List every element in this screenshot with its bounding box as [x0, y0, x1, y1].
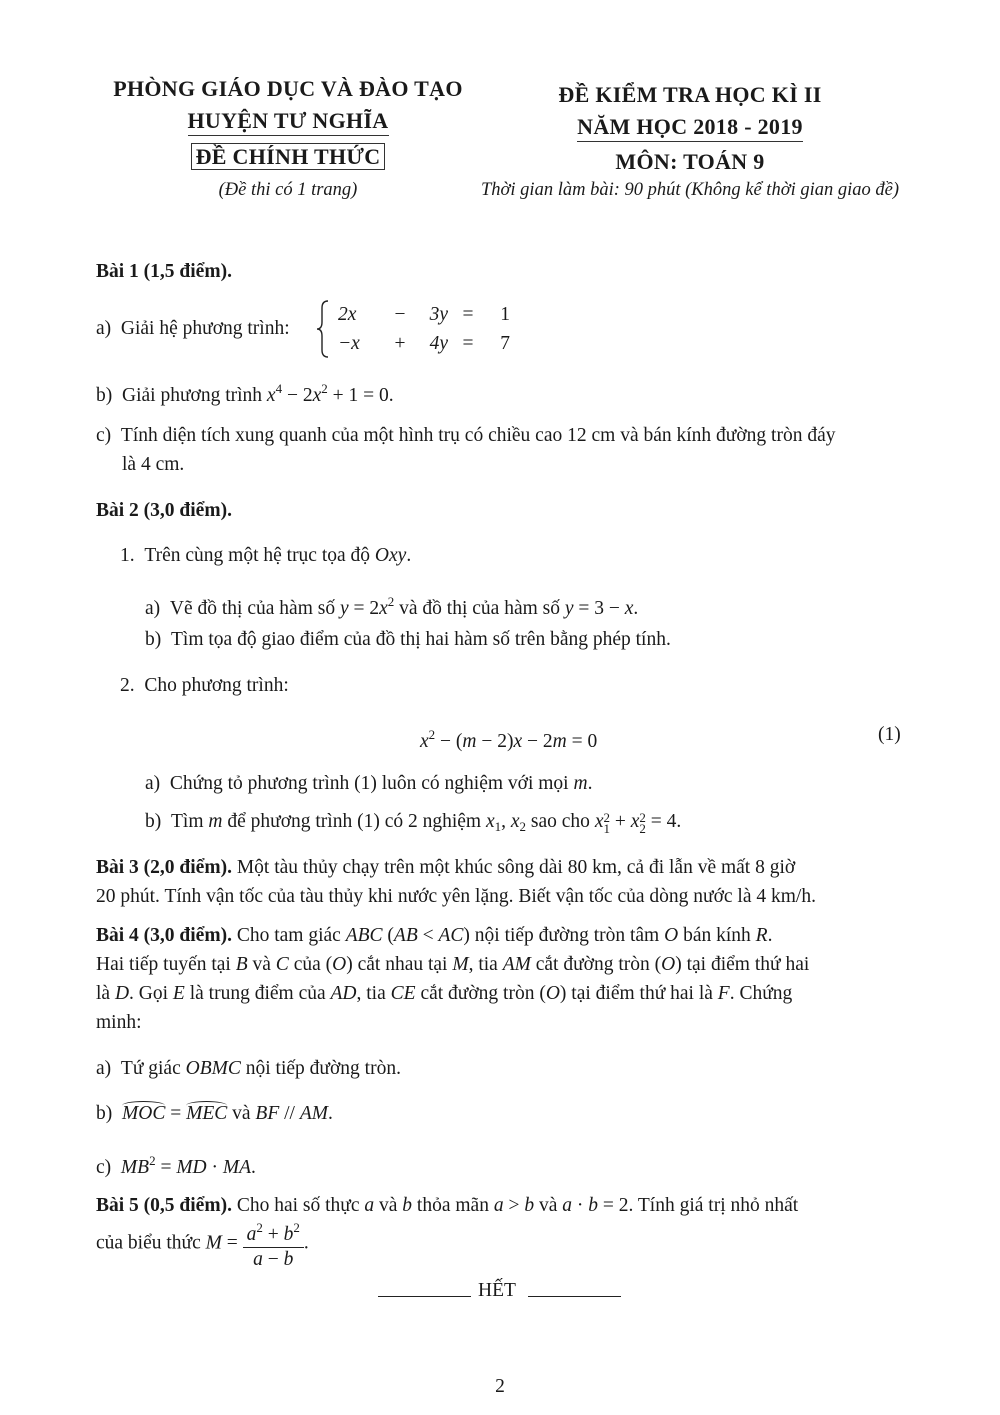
official-exam-label: ĐỀ CHÍNH THỨC — [88, 144, 488, 170]
bai1-b: b) Giải phương trình $x^4 - 2x^2 + 1 = 0$. — [96, 381, 394, 406]
bai2-1b: b) Tìm tọa độ giao điểm của đồ thị hai hàm số trên bằng phép tính. — [145, 629, 671, 650]
pages-note: (Đề thi có 1 trang) — [218, 180, 358, 200]
bai3-line2: 20 phút. Tính vận tốc của tàu thủy khi nước yên lặng. Biết vận tốc của dòng nước là 4 km/h. — [96, 886, 816, 907]
bai3-line1: Bài 3 (2,0 điểm). Một tàu thủy chạy trên một khúc sông dài 80 km, cả đi lẫn về mất 8 giờ — [96, 857, 796, 878]
system-row-2: −x + 4y = 7 — [338, 333, 510, 354]
bai4-c: c) $MB^2$ = MD · MA. — [96, 1153, 256, 1178]
bai4-b: b) MOC = MEC và BF // AM. — [96, 1099, 333, 1128]
bai2-item1: 1. Trên cùng một hệ trục tọa độ Oxy. — [120, 545, 412, 566]
bai4-line2: Hai tiếp tuyến tại B và C của (O) cắt nhau tại M, tia AM cắt đường tròn (O) tại điểm thứ hai — [96, 954, 810, 975]
bai2-2a: a) Chứng tỏ phương trình (1) luôn có nghiệm với mọi m. — [145, 773, 593, 794]
bai2-item2: 2. Cho phương trình: — [120, 675, 289, 696]
system-row-1: 2x − 3y = 1 — [338, 304, 510, 325]
bai1-c-line2: là 4 cm. — [122, 454, 185, 475]
equation-1: $x^2 - (m - 2)x - 2m = 0$ — [420, 727, 598, 752]
bai2-2b: b) Tìm m để phương trình (1) có 2 nghiệm $x_1$, $x_2$ sao cho x 2 1 + x 2 2 = 4. — [145, 809, 682, 836]
equation-number: (1) — [878, 724, 901, 745]
bai1-title: Bài 1 (1,5 điểm). — [96, 261, 232, 282]
end-rule-left — [378, 1296, 471, 1297]
bai2-1a: a) Vẽ đồ thị của hàm số $y = 2x^2$ và đồ thị của hàm số y = 3 − x. — [145, 594, 639, 619]
bai1-c-line1: c) Tính diện tích xung quanh của một hình trụ có chiều cao 12 cm và bán kính đường tròn đáy — [96, 425, 836, 446]
end-marker: HẾT — [478, 1280, 516, 1301]
bai4-a: a) Tứ giác OBMC nội tiếp đường tròn. — [96, 1058, 401, 1079]
time-note: Thời gian làm bài: 90 phút (Không kể thời gian giao đề) — [481, 180, 899, 200]
bai1-a: a) Giải hệ phương trình: — [96, 318, 290, 339]
school-year: NĂM HỌC 2018 - 2019 — [490, 114, 890, 140]
page-number: 2 — [495, 1376, 505, 1397]
exam-title: ĐỀ KIỂM TRA HỌC KÌ II — [558, 82, 822, 107]
bai4-line3: là D. Gọi E là trung điểm của AD, tia CE cắt đường tròn (O) tại điểm thứ hai là F. Chứng — [96, 983, 793, 1004]
bai2-title: Bài 2 (3,0 điểm). — [96, 500, 232, 521]
left-brace-icon — [316, 300, 330, 358]
bai5-line1: Bài 5 (0,5 điểm). Cho hai số thực a và b thỏa mãn a > b và a · b = 2. Tính giá trị nhỏ nhất — [96, 1195, 799, 1216]
bai4-line1: Bài 4 (3,0 điểm). Cho tam giác ABC (AB < AC) nội tiếp đường tròn tâm O bán kính R. — [96, 925, 773, 946]
bai4-line4: minh: — [96, 1012, 142, 1033]
bai5-line2: của biểu thức M = $\frac{a^2 + b^2}{a - b}$ . — [96, 1216, 309, 1272]
department-name: PHÒNG GIÁO DỤC VÀ ĐÀO TẠO — [113, 76, 463, 101]
district-name: HUYỆN TƯ NGHĨA — [88, 108, 488, 134]
end-rule-right — [528, 1296, 621, 1297]
subject: MÔN: TOÁN 9 — [615, 149, 765, 174]
